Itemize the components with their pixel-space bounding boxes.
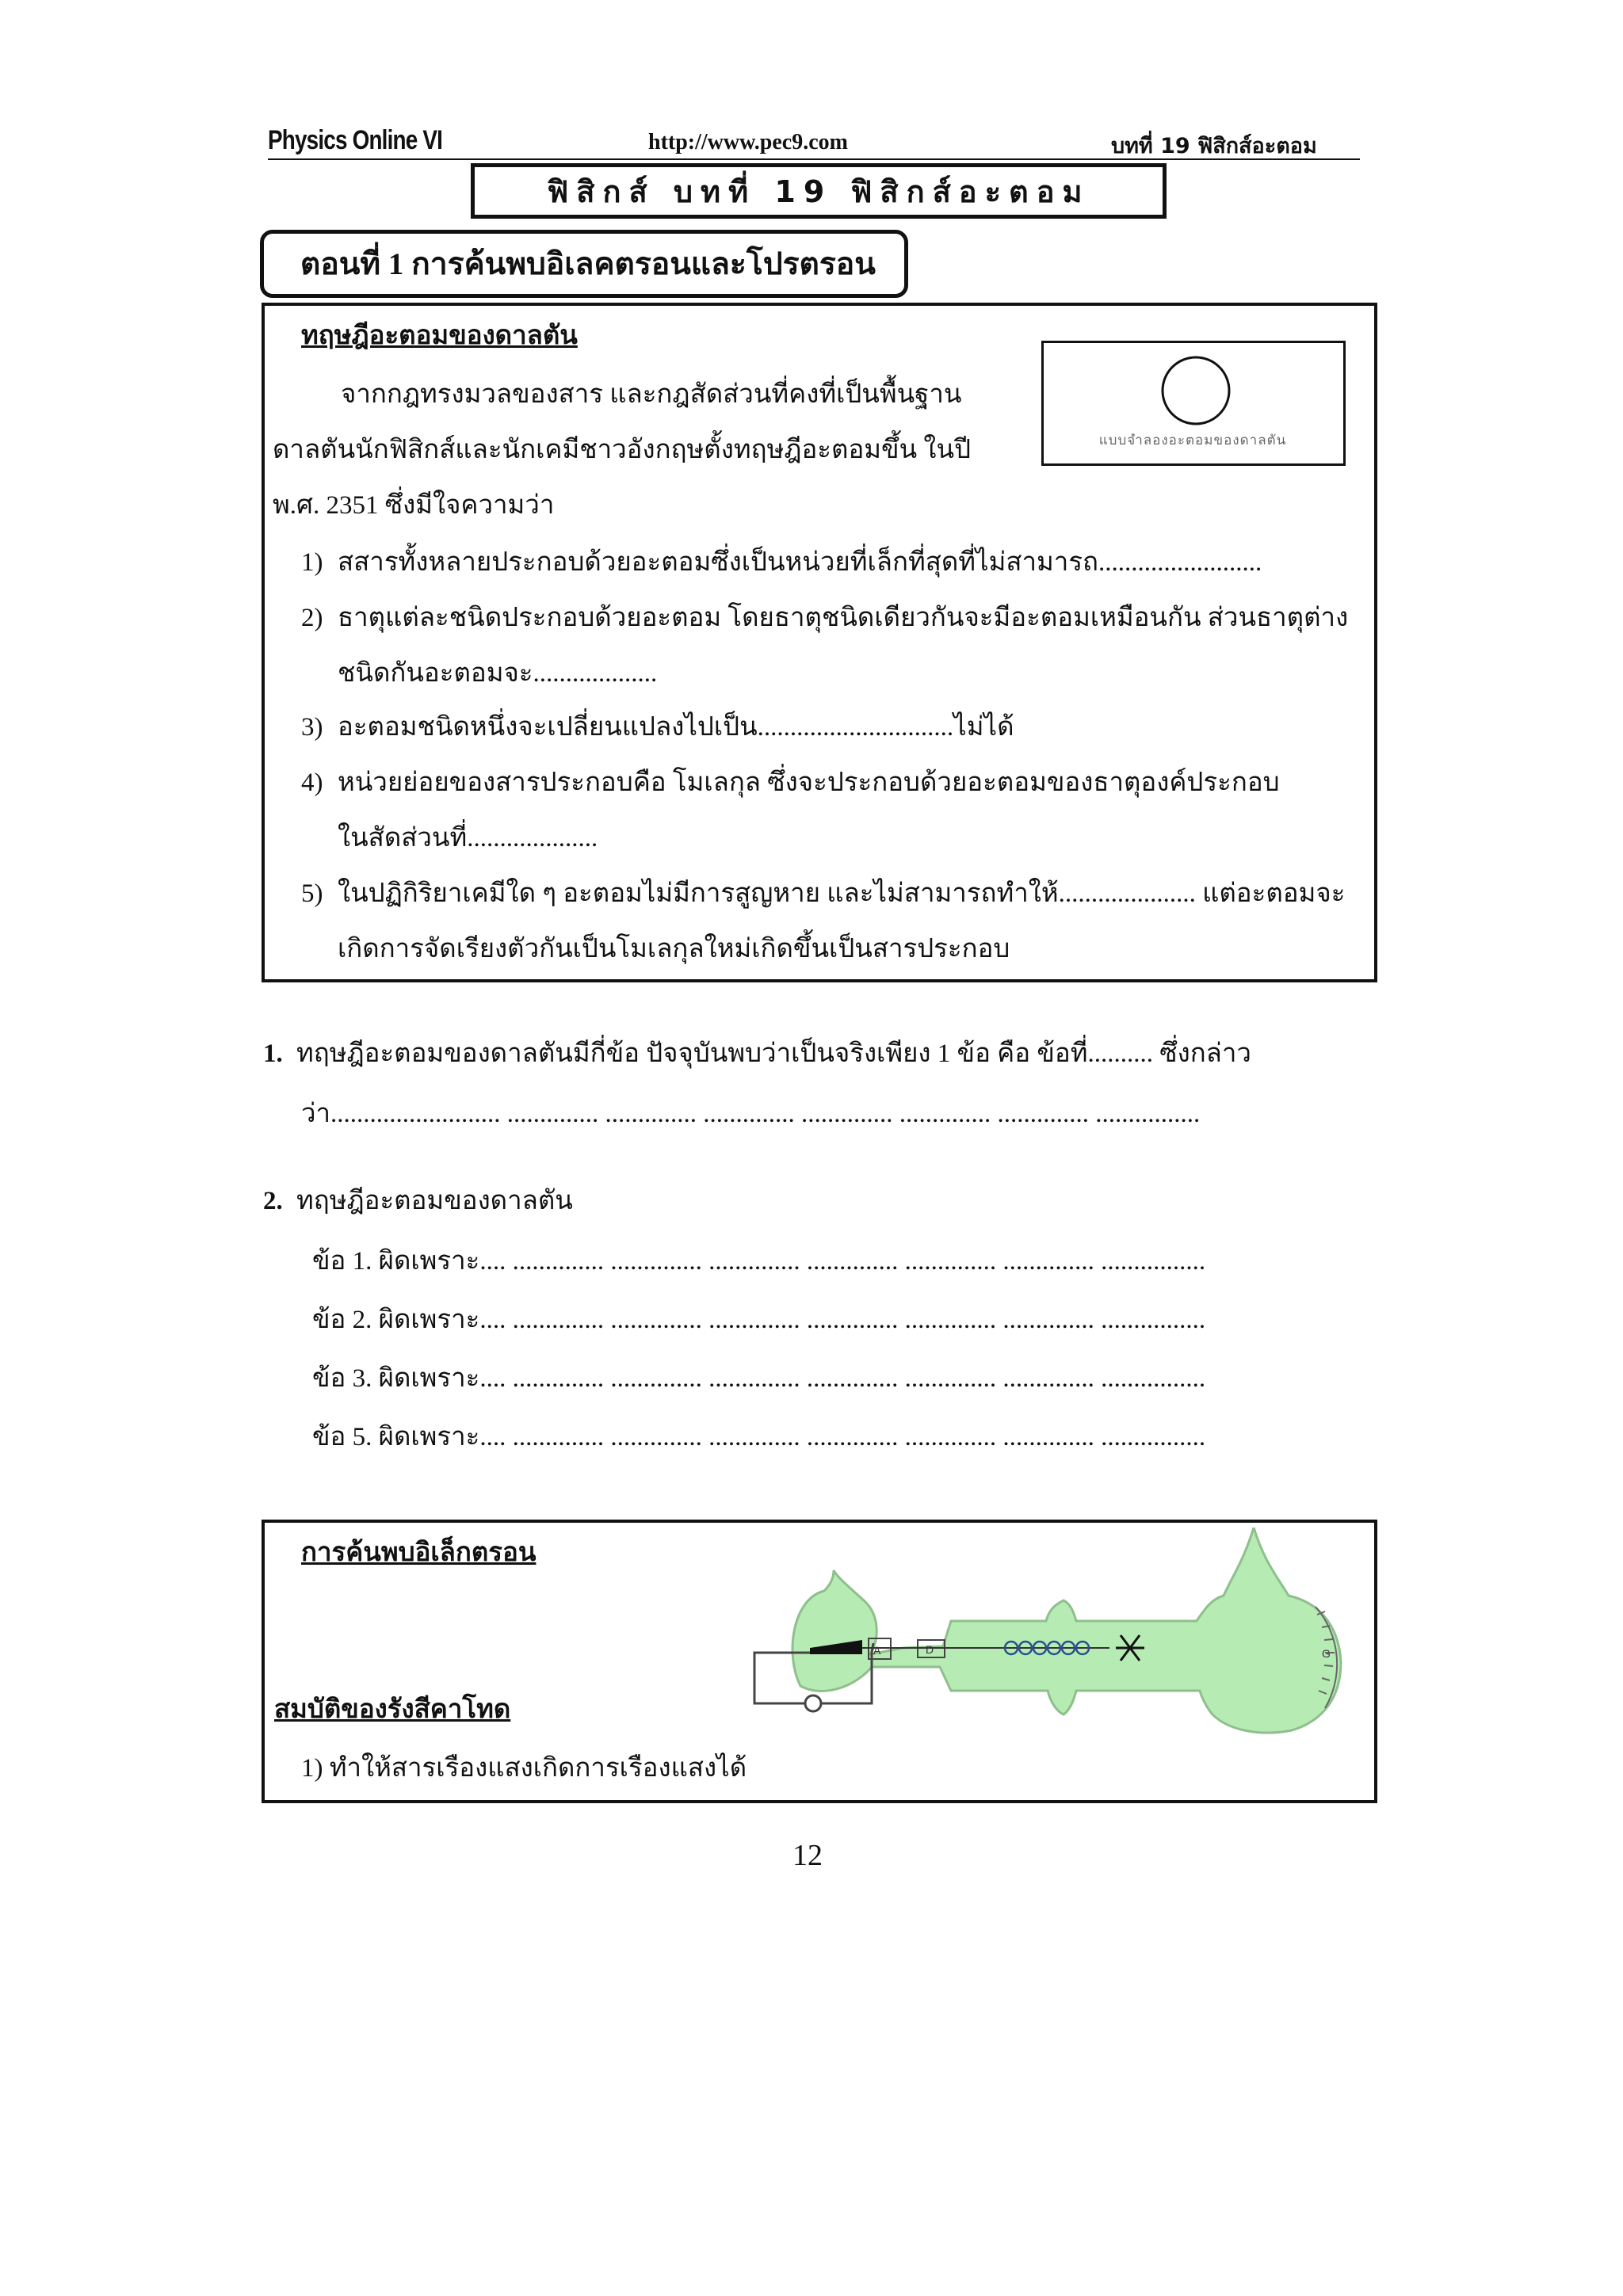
dalton-item-text: ในสัดส่วนที่.................... xyxy=(338,824,598,852)
dalton-figure-caption: แบบจำลองอะตอมของดาลตัน xyxy=(1098,433,1287,448)
cathode-ray-tube-diagram xyxy=(737,1527,1371,1741)
dalton-item-text: ธาตุแต่ละชนิดประกอบด้วยอะตอม โดยธาตุชนิดเดียวกันจะมีอะตอมเหมือนกัน ส่วนธาตุต่าง xyxy=(338,604,1349,632)
cathode-ray-heading: สมบัติของรังสีคาโทด xyxy=(274,1695,511,1724)
scale-label: G xyxy=(1322,1647,1331,1660)
dalton-item-text: สสารทั้งหลายประกอบด้วยอะตอมซึ่งเป็นหน่วยที่เล็กที่สุดที่ไม่สามารถ......................... xyxy=(338,548,1262,577)
voltage-source-icon xyxy=(805,1695,821,1711)
question-2-row: ข้อ 5. ผิดเพราะ.... .............. .............. .............. .............. .............. .............. ................ xyxy=(312,1423,1206,1451)
dalton-intro-1: จากกฎทรงมวลของสาร และกฎสัดส่วนที่คงที่เป็นพื้นฐาน xyxy=(341,380,962,409)
electron-heading: การค้นพบอิเล็กตรอน xyxy=(301,1539,537,1567)
question-2-row: ข้อ 1. ผิดเพราะ.... .............. .............. .............. .............. .............. .............. ................ xyxy=(312,1247,1206,1276)
header-chapter: บทที่ 19 ฟิสิกส์อะตอม xyxy=(1111,134,1317,158)
dalton-item-num: 1) xyxy=(301,548,323,577)
question-1-text: ทฤษฎีอะตอมของดาลตันมีกี่ข้อ ปัจจุบันพบว่าเป็นจริงเพียง 1 ข้อ คือ ข้อที่.......... ซึ่งกล่าว xyxy=(296,1039,1251,1068)
page-number: 12 xyxy=(792,1839,823,1872)
question-2-heading: ทฤษฎีอะตอมของดาลตัน xyxy=(296,1187,573,1215)
dalton-intro-3: พ.ศ. 2351 ซึ่งมีใจความว่า xyxy=(273,491,555,520)
dalton-item-num: 4) xyxy=(301,769,323,797)
dalton-item-text: ในปฏิกิริยาเคมีใด ๆ อะตอมไม่มีการสูญหาย และไม่สามารถทำให้..................... แต่อะตอมจะ xyxy=(338,879,1346,908)
question-1-answer-line: ว่า.......................... .............. .............. .............. .............. .............. .............. ................ xyxy=(301,1100,1201,1128)
cathode-ray-property-1: 1) ทำให้สารเรืองแสงเกิดการเรืองแสงได้ xyxy=(301,1754,747,1783)
question-2-number: 2. xyxy=(263,1187,283,1215)
dalton-item-num: 3) xyxy=(301,713,323,742)
dalton-item-text: หน่วยย่อยของสารประกอบคือ โมเลกุล ซึ่งจะประกอบด้วยอะตอมของธาตุองค์ประกอบ xyxy=(338,769,1280,797)
header-brand: Physics Online VI xyxy=(268,125,443,155)
header-url[interactable]: http://www.pec9.com xyxy=(648,130,848,154)
dalton-heading: ทฤษฎีอะตอมของดาลตัน xyxy=(301,322,578,350)
question-1-number: 1. xyxy=(263,1039,283,1068)
dalton-item-text: อะตอมชนิดหนึ่งจะเปลี่ยนแปลงไปเป็น..............................ไม่ได้ xyxy=(338,713,1014,742)
dalton-item-text: เกิดการจัดเรียงตัวกันเป็นโมเลกุลใหม่เกิดขึ้นเป็นสารประกอบ xyxy=(338,935,1010,963)
tube-glass xyxy=(792,1527,1341,1733)
question-2-row: ข้อ 3. ผิดเพราะ.... .............. .............. .............. .............. .............. .............. ................ xyxy=(312,1364,1206,1393)
deflector-label: D xyxy=(926,1643,934,1656)
dalton-item-num: 5) xyxy=(301,879,323,908)
page-title: ฟิสิกส์ บทที่ 19 ฟิสิกส์อะตอม xyxy=(471,163,1167,219)
anode-label: A xyxy=(873,1644,881,1657)
header-rule xyxy=(268,158,1360,160)
section-heading: ตอนที่ 1 การค้นพบอิเลคตรอนและโปรตรอน xyxy=(260,230,908,298)
dalton-item-num: 2) xyxy=(301,604,323,632)
dalton-item-text: ชนิดกันอะตอมจะ................... xyxy=(338,659,658,688)
dalton-intro-2: ดาลตันนักฟิสิกส์และนักเคมีชาวอังกฤษตั้งทฤษฎีอะตอมขึ้น ในปี xyxy=(273,436,972,464)
question-2-row: ข้อ 2. ผิดเพราะ.... .............. .............. .............. .............. .............. .............. ................ xyxy=(312,1306,1206,1334)
